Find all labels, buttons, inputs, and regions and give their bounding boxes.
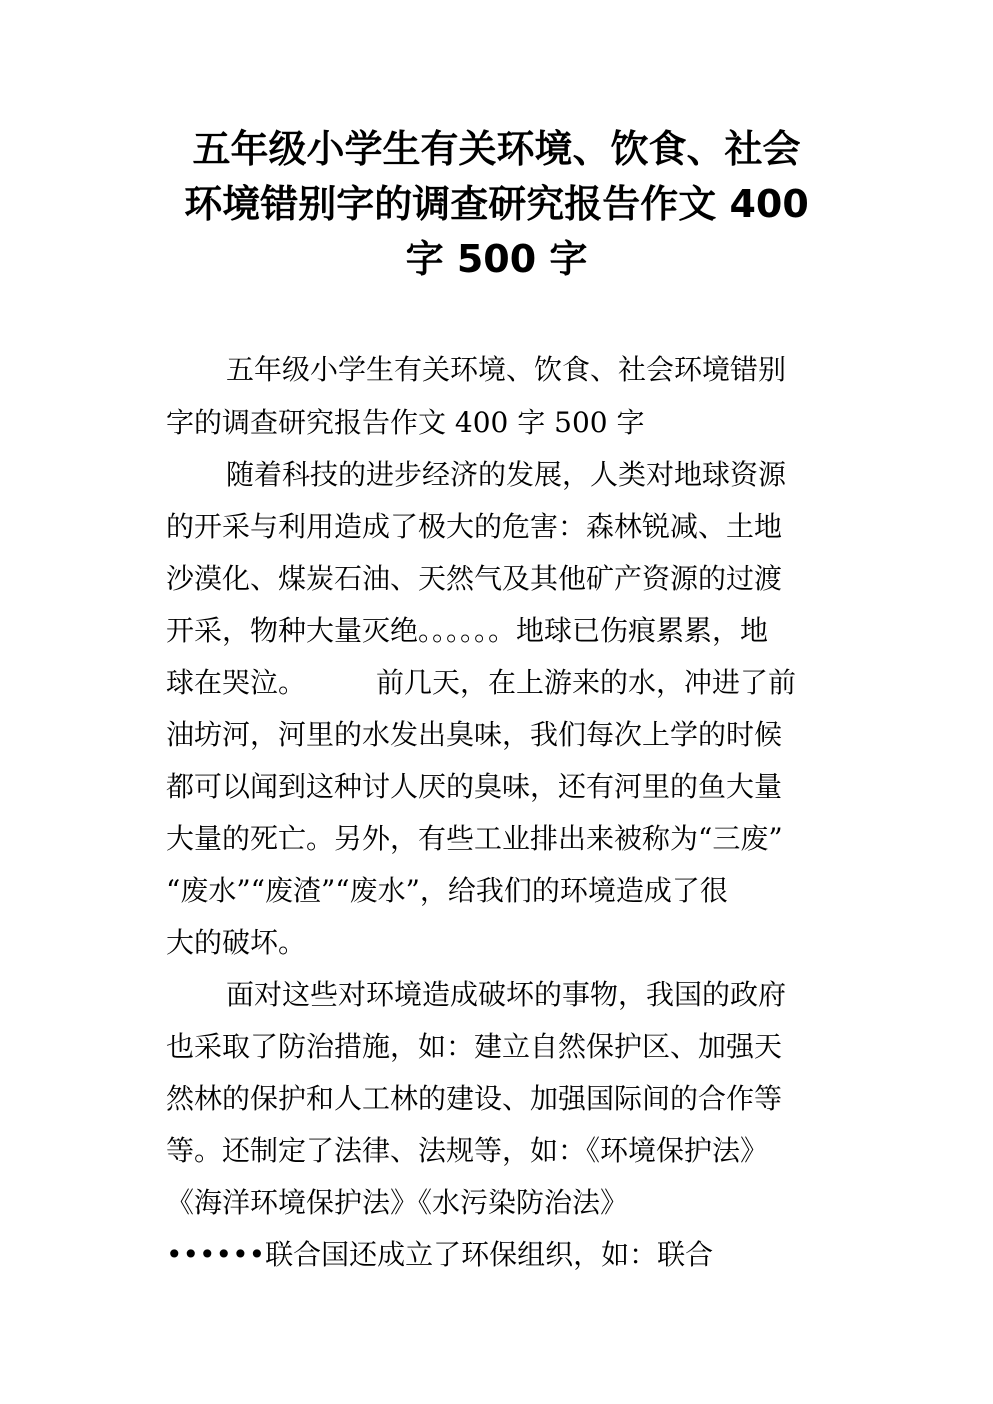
- body-line: 沙漠化、煤炭石油、天然气及其他矿产资源的过渡: [166, 562, 783, 595]
- body-line: 油坊河，河里的水发出臭味，我们每次上学的时候: [166, 718, 783, 751]
- body-line: 大的破坏。: [166, 926, 307, 959]
- body-line: 也采取了防治措施，如：建立自然保护区、加强天: [166, 1030, 783, 1063]
- body-line: 然林的保护和人工林的建设、加强国际间的合作等: [166, 1082, 783, 1115]
- body-line: 字的调查研究报告作文 400 字 500 字: [166, 406, 645, 439]
- body-line: 面对这些对环境造成破坏的事物，我国的政府: [226, 978, 787, 1011]
- body-line: 的开采与利用造成了极大的危害：森林锐减、土地: [166, 510, 783, 543]
- document-title: [150, 122, 843, 287]
- body-line: 等。还制定了法律、法规等，如：《环境保护法》: [166, 1134, 769, 1167]
- body-line: “废水”“废渣”“废水”，给我们的环境造成了很: [166, 874, 728, 907]
- title-line: 环境错别字的调查研究报告作文 400: [184, 182, 809, 226]
- body-line: 《海洋环境保护法》《水污染防治法》: [166, 1186, 629, 1219]
- body-line: 大量的死亡。另外，有些工业排出来被称为“三废”: [166, 822, 783, 855]
- body-line: 开采，物种大量灭绝。。。。。。地球已伤痕累累，地: [166, 614, 769, 647]
- body-line: 球在哭泣。 前几天，在上游来的水，冲进了前: [166, 666, 797, 699]
- body-line: 都可以闻到这种讨人厌的臭味，还有河里的鱼大量: [166, 770, 783, 803]
- body-line: 随着科技的进步经济的发展，人类对地球资源: [226, 458, 787, 491]
- title-line: 字 500 字: [405, 237, 588, 281]
- body-line: 五年级小学生有关环境、饮食、社会环境错别: [226, 353, 787, 386]
- body-line: ••••••联合国还成立了环保组织，如：联合: [166, 1238, 714, 1271]
- title-line: 五年级小学生有关环境、饮食、社会: [192, 127, 801, 171]
